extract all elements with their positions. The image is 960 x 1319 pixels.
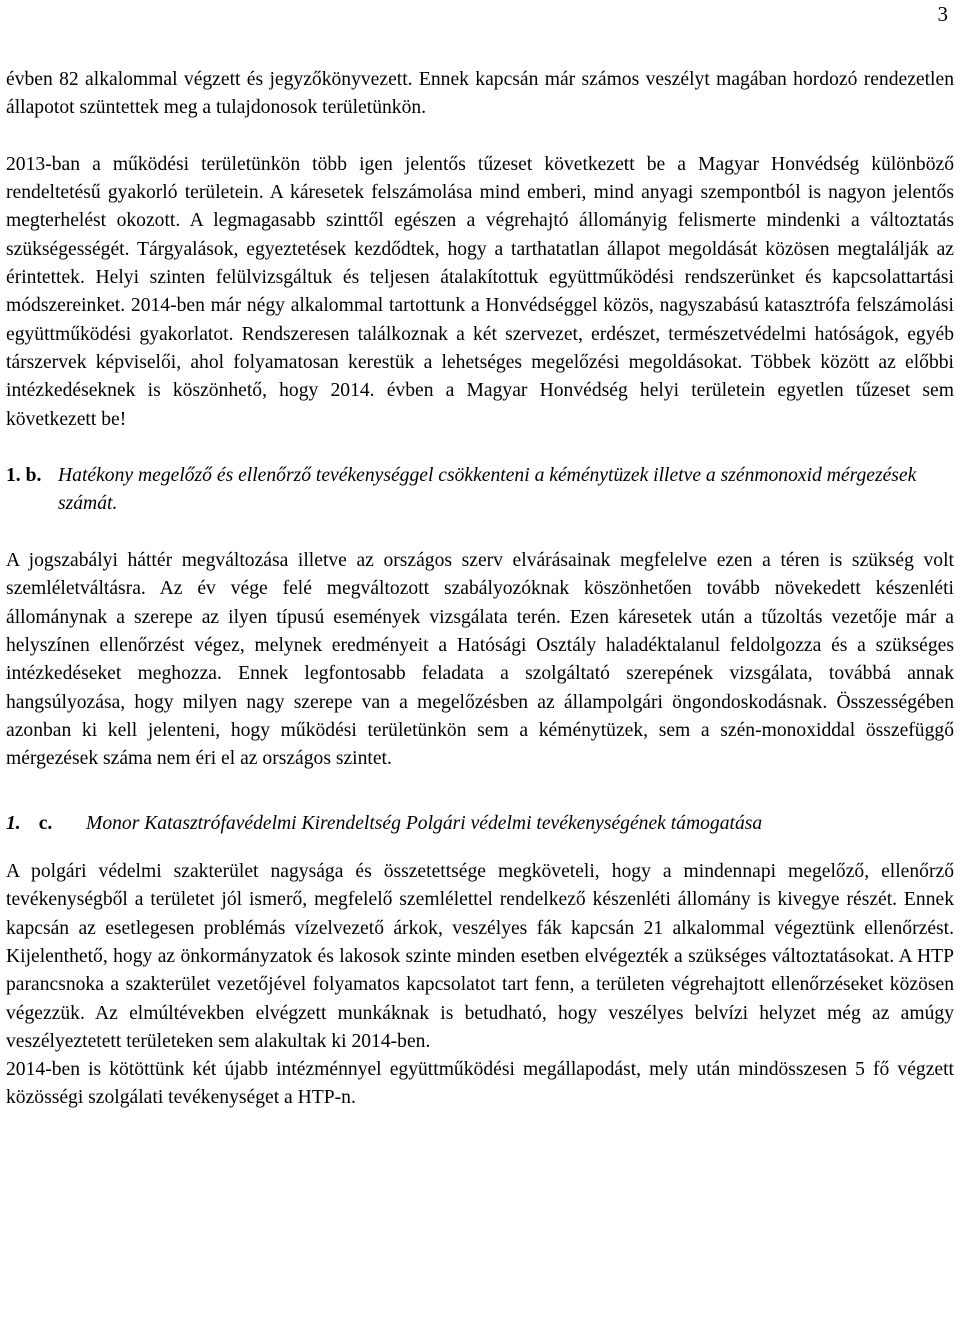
section-title: Monor Katasztrófavédelmi Kirendeltség Polgári védelmi tevékenységének támogatása: [86, 812, 763, 834]
spacer: [6, 838, 954, 858]
spacer: [6, 773, 954, 801]
page-number: 3: [937, 2, 948, 26]
paragraph-2: 2013-ban a működési területünkön több igen jelentős tűzeset következett be a Magyar Honvédség különböző rendeltetésű gyakorló területein. A káresetek felszámolása mind emberi, mind anyagi szempontból is nagyon jelentős megterhelést okozott. A legmagasabb szinttől egészen a végrehajtó állományig felismerte mindenki a változtatás szükségességét. Tárgyalások, egyeztetések kezdődtek, hogy a tarthatatlan állapot megoldását közösen megtalálják az érintettek. Helyi szinten felülvizsgáltuk és teljesen átalakítottuk együttműködési rendszerünket és kapcsolattartási módszereinket. 2014-ben már négy alkalommal tartottunk a Honvédséggel közös, nagyszabású katasztrófa felszámolási együttműködési gyakorlatot. Rendszeresen találkoznak a két szervezet, erdészet, természetvédelmi hatóságok, egyéb társzervek képviselői, ahol folyamatosan kerestük a lehetséges megelőzési megoldásokat. Többek között az előbbi intézkedéseknek is köszönhető, hogy 2014. évben a Magyar Honvédség helyi területein egyetlen tűzeset sem következett be!: [6, 153, 954, 430]
section-heading-1c: [6, 810, 954, 838]
spacer: [6, 123, 954, 151]
section-letter: c.: [38, 812, 53, 834]
paragraph-4: A polgári védelmi szakterület nagysága és összetettsége megköveteli, hogy a mindennapi megelőző, ellenőrző tevékenységből a területet jól ismerő, megfelelő szemlélettel rendelkező készenléti állomány is kivegye részét. Ennek kapcsán az esetlegesen problémás vízelvezető árkok, veszélyes fák kapcsán 21 alkalommal végeztünk ellenőrzést. Kijelenthető, hogy az önkormányzatok és lakosok szinte minden esetben elvégezték a szükséges változtatásokat. A HTP parancsnoka a szakterület vezetőjével folyamatos kapcsolatot tart fenn, a területen végrehajtott ellenőrzéseket közösen végezzük. Az elmúltévekben elvégzett munkáknak is betudható, hogy veszélyes belvízi helyzet még az amúgy veszélyeztetett területeken sem alakultak ki 2014-ben.: [6, 861, 954, 1052]
section-number-block: [6, 810, 58, 838]
paragraph-1: évben 82 alkalommal végzett és jegyzőkönyvezett. Ennek kapcsán már számos veszélyt magában hordozó rendezetlen állapotot szüntettek meg a tulajdonosok területünkön.: [6, 69, 954, 119]
spacer: [6, 434, 954, 462]
paragraph-3: A jogszabályi háttér megváltozása illetve az országos szerv elvárásainak megfelelve ezen a téren is szükség volt szemléletváltásra. Az év vége felé megváltozott szabályozóknak köszönhetően tovább növekedett készenléti állománynak a szerepe az ilyen típusú események vizsgálata terén. Ezen káresetek után a tűzoltás vezetője már a helyszínen ellenőrzést végez, melynek eredményeit a Hatósági Osztály haladéktalanul feldolgozza és a szükséges intézkedéseket meghozza. Ennek legfontosabb feladata a szolgáltató szerepének vizsgálata, továbbá annak hangsúlyozása, hogy milyen nagy szerepe van a megelőzésben az állampolgári öngondoskodásnak. Összességében azonban ki kell jelenteni, hogy működési területünkön sem a kéménytüzek, sem a szén-monoxiddal összefüggő mérgezések száma nem éri el az országos szintet.: [6, 550, 954, 770]
section-number: 1. b.: [6, 465, 42, 487]
section-title: Hatékony megelőző és ellenőrző tevékenységgel csökkenteni a kéménytüzek illetve a szénmonoxid mérgezések számát.: [58, 465, 917, 515]
page-content: [6, 66, 954, 1113]
section-heading-1b: [6, 462, 954, 519]
paragraph-5: 2014-ben is kötöttünk két újabb intézménnyel együttműködési megállapodást, mely után mindösszesen 5 fő végzett közösségi szolgálati tevékenységet a HTP-n.: [6, 1059, 954, 1109]
spacer: [6, 519, 954, 547]
section-number: 1.: [6, 812, 21, 834]
